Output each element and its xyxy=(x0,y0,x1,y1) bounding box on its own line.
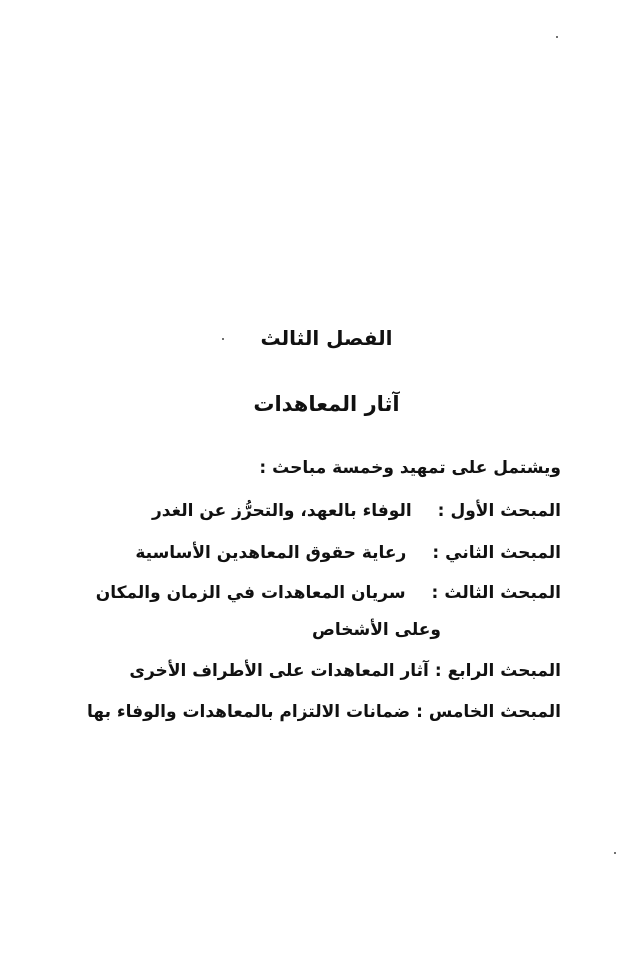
intro-text: ويشتمل على تمهيد وخمسة مباحث : xyxy=(259,458,561,478)
topic-item xyxy=(96,579,561,607)
topic-text: آثار المعاهدات على الأطراف الأخرى xyxy=(129,661,429,681)
scan-speck xyxy=(614,852,616,854)
topic-item xyxy=(152,497,561,525)
chapter-title: الفصل الثالث xyxy=(260,326,393,350)
topic-text: سريان المعاهدات في الزمان والمكان xyxy=(95,583,406,603)
topic-continuation: وعلى الأشخاص xyxy=(312,620,441,640)
topic-item xyxy=(135,539,561,567)
topic-text: الوفاء بالعهد، والتحرُّز عن الغدر xyxy=(152,501,412,521)
scan-speck xyxy=(556,36,558,38)
topic-separator: : xyxy=(437,501,445,521)
topic-label: المبحث الثاني xyxy=(445,543,561,563)
section-title: آثار المعاهدات xyxy=(253,392,400,416)
topic-separator: : xyxy=(432,543,440,563)
topic-label: المبحث الثالث xyxy=(444,583,561,603)
topic-label: المبحث الخامس xyxy=(428,702,561,722)
topic-label: المبحث الأول xyxy=(450,501,561,521)
topic-text: رعاية حقوق المعاهدين الأساسية xyxy=(135,543,407,563)
topic-separator: : xyxy=(431,583,439,603)
topic-item xyxy=(129,657,561,685)
topic-label: المبحث الرابع xyxy=(447,661,561,681)
topic-separator: : xyxy=(434,661,442,681)
topic-item xyxy=(87,698,561,726)
topic-separator: : xyxy=(416,702,423,722)
topic-text: ضمانات الالتزام بالمعاهدات والوفاء بها xyxy=(86,702,411,722)
